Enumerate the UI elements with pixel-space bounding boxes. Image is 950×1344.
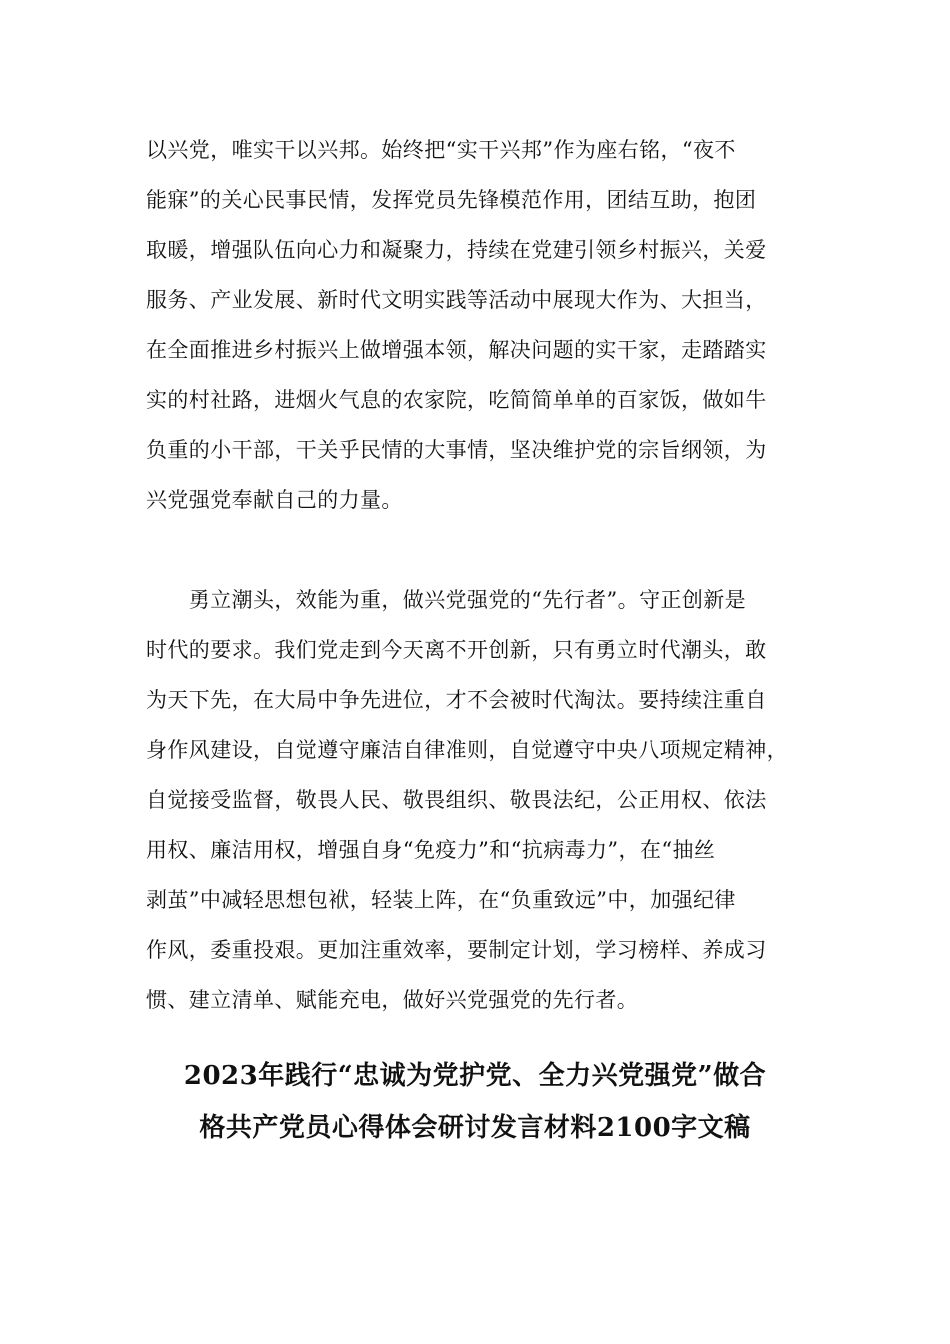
text-line: 时代的要求。我们党走到今天离不开创新，只有勇立时代潮头，敢 [146, 638, 767, 662]
text-line: 以兴党，唯实干以兴邦。始终把“实干兴邦”作为座右铭，“夜不 [146, 138, 736, 162]
text-line: 剥茧”中减轻思想包袱，轻装上阵，在“负重致远”中，加强纪律 [146, 888, 736, 912]
text-line: 在全面推进乡村振兴上做增强本领，解决问题的实干家，走踏踏实 [146, 338, 767, 362]
paragraph-1 [146, 125, 816, 525]
text-line: 能寐”的关心民事民情，发挥党员先锋模范作用，团结互助，抱团 [146, 188, 757, 212]
text-line: 作风，委重投艰。更加注重效率，要制定计划，学习榜样、养成习 [146, 938, 767, 962]
text-line: 为天下先，在大局中争先进位，才不会被时代淘汰。要持续注重自 [146, 688, 767, 712]
text-line: 勇立潮头，效能为重，做兴党强党的“先行者”。守正创新是 [146, 588, 747, 612]
text-line: 用权、廉洁用权，增强自身“免疫力”和“抗病毒力”，在“抽丝 [146, 838, 716, 862]
text-line: 身作风建设，自觉遵守廉洁自律准则，自觉遵守中央八项规定精神， [146, 738, 788, 762]
title-line: 2023年践行“忠诚为党护党、全力兴党强党”做合 [183, 1061, 767, 1091]
text-line: 负重的小干部，干关乎民情的大事情，坚决维护党的宗旨纲领，为 [146, 438, 767, 462]
paragraph-2 [146, 575, 816, 1025]
text-line: 服务、产业发展、新时代文明实践等活动中展现大作为、大担当， [146, 288, 767, 312]
text-line: 自觉接受监督，敬畏人民、敬畏组织、敬畏法纪，公正用权、依法 [146, 788, 767, 812]
title-line: 格共产党员心得体会研讨发言材料2100字文稿 [199, 1113, 751, 1143]
text-line: 惯、建立清单、赋能充电，做好兴党强党的先行者。 [146, 988, 639, 1012]
text-line: 实的村社路，进烟火气息的农家院，吃简简单单的百家饭，做如牛 [146, 388, 767, 412]
text-line: 兴党强党奉献自己的力量。 [146, 488, 403, 512]
text-line: 取暖，增强队伍向心力和凝聚力，持续在党建引领乡村振兴，关爱 [146, 238, 767, 262]
document-title [0, 1050, 950, 1154]
